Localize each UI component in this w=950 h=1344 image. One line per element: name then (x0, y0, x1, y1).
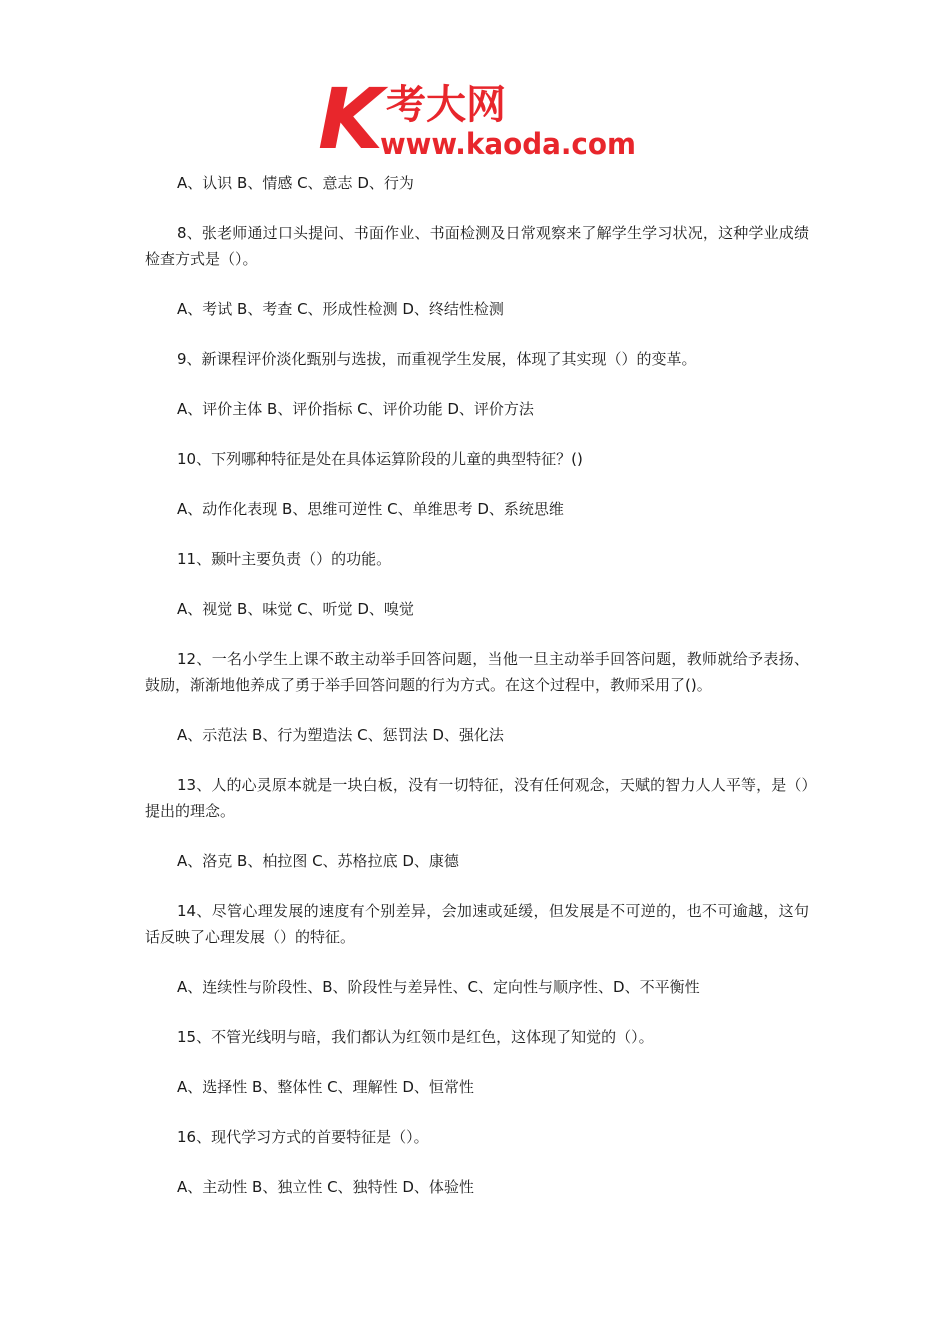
answer-options: A、示范法 B、行为塑造法 C、惩罚法 D、强化法 (177, 726, 504, 744)
question-text: 14、尽管心理发展的速度有个别差异，会加速或延缓，但发展是不可逆的，也不可逾越，这句话反映了心理发展（）的特征。 (145, 902, 809, 946)
logo-url-text: www.kaoda.com (380, 127, 636, 158)
answer-options: A、评价主体 B、评价指标 C、评价功能 D、评价方法 (177, 400, 534, 418)
question-text: 8、张老师通过口头提问、书面作业、书面检测及日常观察来了解学生学习状况，这种学业成绩检查方式是（）。 (145, 224, 809, 268)
logo-mark: K (318, 78, 384, 158)
answer-options: A、认识 B、情感 C、意志 D、行为 (177, 174, 414, 192)
question-text: 9、新课程评价淡化甄别与选拔，而重视学生发展，体现了其实现（）的变革。 (177, 350, 697, 368)
answer-options: A、考试 B、考查 C、形成性检测 D、终结性检测 (177, 300, 504, 318)
answer-options: A、动作化表现 B、思维可逆性 C、单维思考 D、系统思维 (177, 500, 564, 518)
question-text: 13、人的心灵原本就是一块白板，没有一切特征，没有任何观念，天赋的智力人人平等，是（）提出的理念。 (145, 776, 809, 820)
answer-options: A、连续性与阶段性、B、阶段性与差异性、C、定向性与顺序性、D、不平衡性 (177, 978, 700, 996)
answer-options: A、主动性 B、独立性 C、独特性 D、体验性 (177, 1178, 474, 1196)
kaoda-logo (318, 78, 640, 158)
question-text: 10、下列哪种特征是处在具体运算阶段的儿童的典型特征？() (177, 450, 583, 468)
document-body (145, 170, 809, 1224)
logo-brand-text: 考大网 (386, 82, 506, 128)
question-text: 16、现代学习方式的首要特征是（）。 (177, 1128, 429, 1146)
question-text: 11、颞叶主要负责（）的功能。 (177, 550, 392, 568)
question-text: 12、一名小学生上课不敢主动举手回答问题，当他一旦主动举手回答问题，教师就给予表扬、鼓励，渐渐地他养成了勇于举手回答问题的行为方式。在这个过程中，教师采用了()。 (145, 650, 809, 694)
answer-options: A、选择性 B、整体性 C、理解性 D、恒常性 (177, 1078, 474, 1096)
answer-options: A、洛克 B、柏拉图 C、苏格拉底 D、康德 (177, 852, 459, 870)
question-text: 15、不管光线明与暗，我们都认为红领巾是红色，这体现了知觉的（）。 (177, 1028, 654, 1046)
answer-options: A、视觉 B、味觉 C、听觉 D、嗅觉 (177, 600, 414, 618)
